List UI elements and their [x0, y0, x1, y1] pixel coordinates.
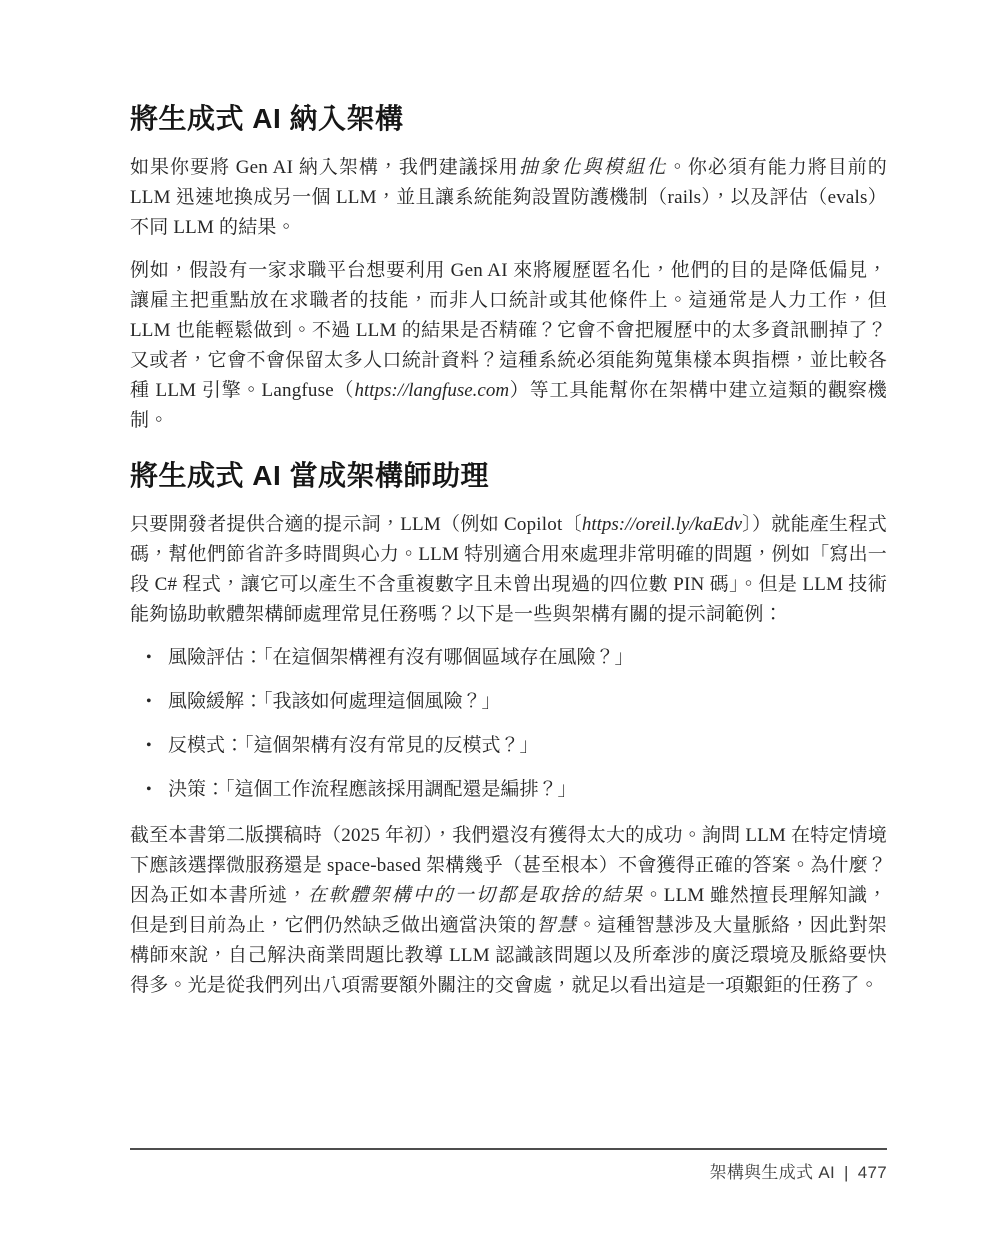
- footer-rule: [130, 1148, 887, 1150]
- text-run: 。LLM 雖然擅長理解知識，但是到目前為止，它們仍然缺乏做出適當決策的: [130, 885, 887, 936]
- emphasis-run: 在軟體架構中的一切都是取捨的結果: [307, 885, 645, 906]
- bullet-icon: •: [146, 649, 152, 666]
- text-run: 。這種智慧涉及大量脈絡，因此對架構師來說，自己解決商業問題比教導 LLM 認識該問題以及所牽涉的廣泛環境及脈絡要快得多。光是從我們列出八項需要額外關注的交會處，就足以看出這是一項艱鉅的任務了。: [130, 915, 887, 996]
- list-item-text: 反模式：「這個架構有沒有常見的反模式？」: [168, 735, 539, 756]
- section-incorporating-gen-ai: [130, 101, 887, 436]
- emphasis-run: 智慧: [536, 915, 578, 936]
- paragraph-resume-anonymization: [130, 256, 887, 436]
- text-run: 截至本書第二版撰稿時（2025 年初），我們還沒有獲得太大的成功。詢問 LLM 在特定情境下應該選擇微服務還是 space-based 架構幾乎（甚至根本）不會獲得正確的答案。為什麼？因為正如本書所述，: [130, 825, 887, 906]
- text-run: ）等工具能幫你在架構中建立這類的觀察機制。: [130, 380, 887, 431]
- list-item-antipatterns: [130, 731, 887, 761]
- bullet-icon: •: [146, 693, 152, 710]
- copilot-url: https://oreil.ly/kaEdv: [581, 514, 743, 535]
- text-run: 。你必須有能力將目前的 LLM 迅速地換成另一個 LLM，並且讓系統能夠設置防護機制（rails），以及評估（evals）不同 LLM 的結果。: [130, 157, 887, 238]
- running-footer: [130, 1158, 887, 1183]
- paragraph-copilot-prompts: [130, 510, 887, 630]
- list-item-decisions: [130, 775, 887, 805]
- footer-separator: |: [844, 1163, 849, 1182]
- footer-chapter-title: 架構與生成式 AI: [709, 1163, 836, 1182]
- text-run: 〕）就能產生程式碼，幫他們節省許多時間與心力。LLM 特別適合用來處理非常明確的問題，例如「寫出一段 C# 程式，讓它可以產生不含重複數字且未曾出現過的四位數 PIN 碼」。但是 LLM 技術能夠協助軟體架構師處理常見任務嗎？以下是一些與架構有關的提示詞範例：: [130, 514, 887, 625]
- bullet-icon: •: [146, 781, 152, 798]
- footer-page-number: 477: [857, 1163, 887, 1182]
- list-item-risk-assessment: [130, 643, 887, 673]
- list-item-text: 風險評估：「在這個架構裡有沒有哪個區域存在風險？」: [168, 647, 634, 668]
- text-run: 例如，假設有一家求職平台想要利用 Gen AI 來將履歷匿名化，他們的目的是降低偏見，讓雇主把重點放在求職者的技能，而非人口統計或其他條件上。這通常是人力工作，但 LLM 也能輕鬆做到。不過 LLM 的結果是否精確？它會不會把履歷中的太多資訊刪掉了？又或者，它會不會保留太多人口統計資料？這種系統必須能夠蒐集樣本與指標，並比較各種 LLM 引擎。Langfuse（: [130, 260, 887, 401]
- paragraph-abstraction-modularity: [130, 153, 887, 243]
- section-gen-ai-architect-assistant: [130, 458, 887, 1001]
- page-content: [130, 101, 887, 1014]
- section-heading-architect-assistant: 將生成式 AI 當成架構師助理: [130, 460, 490, 491]
- page-footer: [130, 1148, 887, 1183]
- prompt-examples-list: [130, 643, 887, 805]
- langfuse-url: https://langfuse.com: [354, 380, 510, 401]
- bullet-icon: •: [146, 737, 152, 754]
- section-heading-incorporate-gen-ai: 將生成式 AI 納入架構: [130, 103, 404, 134]
- list-item-text: 決策：「這個工作流程應該採用調配還是編排？」: [168, 779, 577, 800]
- text-run: 只要開發者提供合適的提示詞，LLM（例如 Copilot〔: [130, 514, 582, 535]
- list-item-risk-mitigation: [130, 687, 887, 717]
- paragraph-second-edition-findings: [130, 821, 887, 1001]
- list-item-text: 風險緩解：「我該如何處理這個風險？」: [168, 691, 501, 712]
- emphasis-run: 抽象化與模組化: [518, 157, 668, 178]
- text-run: 如果你要將 Gen AI 納入架構，我們建議採用: [130, 157, 519, 178]
